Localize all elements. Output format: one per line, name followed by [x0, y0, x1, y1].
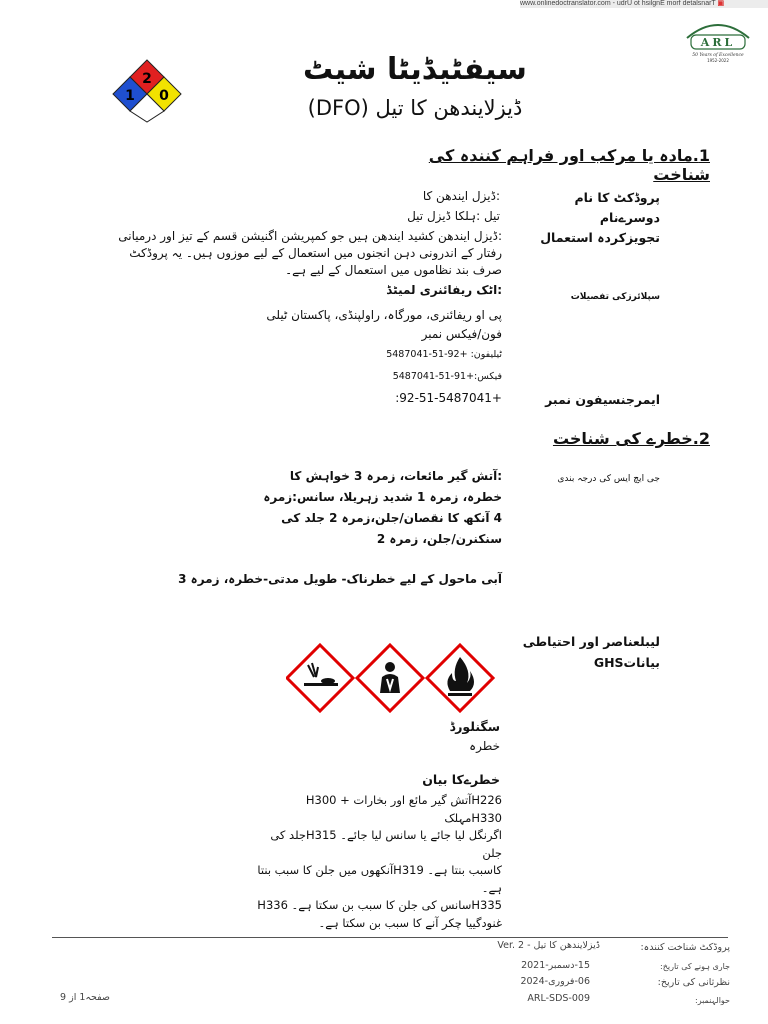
environment-hazard-icon	[287, 645, 353, 711]
footer-page-number: صفحہ1 از 9	[60, 992, 110, 1003]
signal-word-label: سگنلورڈ	[449, 719, 500, 734]
ghs-line: سنکنرن/جلن، زمرہ 2	[376, 532, 502, 546]
ghs-pictograms	[286, 643, 496, 713]
signal-word-value: خطرہ	[469, 739, 500, 753]
nfpa-health: 1	[125, 88, 135, 104]
aquatic-hazard: آبی ماحول کے لیے خطرناک- طویل مدتی-خطرہ، زمرہ 3	[178, 572, 502, 586]
translator-banner-text: www.onlinedoctranslator.com - udrU ot hsilgnE morf detalsnarT	[520, 0, 716, 7]
arl-logo-years: 1952-2022	[707, 58, 729, 63]
ghs-classification-label: جی ایچ ایس کی درجہ بندی	[557, 474, 660, 484]
section1-heading: 1.مادہ یا مرکب اور فراہم کنندہ کی شناخت	[428, 146, 710, 184]
hazard-line: H226آتش گیر مائع اور بخارات H300 + H330مہلک	[305, 793, 502, 825]
section2-heading: 2.خطرے کی شناخت	[552, 429, 710, 448]
arl-logo-name: ARL	[700, 36, 736, 49]
ghs-line: :آتش گیر مائعات، زمرہ 3 خواہش کا	[289, 469, 502, 483]
page-subtitle: ڈیزلایندھن کا تیل (DFO)	[307, 96, 523, 120]
nfpa-diamond	[110, 58, 184, 124]
hazard-statement-heading: خطرےکا بیان	[422, 772, 500, 787]
footer-issue-value: 15-دسمبر-2021	[521, 960, 590, 971]
nfpa-reactivity: 0	[159, 88, 169, 104]
ghs-classification-value	[260, 466, 502, 550]
footer-divider	[52, 937, 728, 938]
synonym-label: دوسرےنام	[599, 210, 660, 225]
supplier-address: پی او ریفائنری، مورگاہ، راولپنڈی، پاکستان ٹیلی	[266, 308, 502, 322]
synonym-value: تیل :ہلکا ڈیزل تیل	[407, 209, 500, 223]
ghs-line: 4 آنکھ کا نقصان/جلن،زمرہ 2 جلد کی	[281, 511, 502, 525]
label-elements-label-1: لیبلعناصر اور احتیاطی	[522, 634, 660, 649]
hazard-line: H335سانس کی جلن کا سبب بن سکتا ہے۔ H336	[257, 898, 502, 912]
supplier-name: :اٹک ریفائنری لمیٹڈ	[386, 283, 502, 297]
arl-logo	[683, 18, 753, 66]
supplier-details-label: سپلائرزکی تفصیلات	[570, 292, 660, 302]
footer-product-id-value: ڈیزلایندھن کا تیل - Ver. 2	[497, 940, 600, 951]
footer-revision-value: 06-فروری-2024	[520, 976, 590, 987]
footer-reference-value: ARL-SDS-009	[527, 993, 590, 1004]
arl-logo-tagline: 50 Years of Excellence	[692, 53, 744, 58]
product-name-value: :ڈیزل ایندھن کا	[422, 189, 500, 203]
footer-revision-label: نظرثانی کی تاریخ:	[657, 977, 730, 988]
page-title: سیفٹیڈیٹا شیٹ	[303, 52, 527, 87]
flame-icon	[427, 645, 493, 711]
recommended-use-value: :ڈیزل ایندھن کشید ایندھن ہیں جو کمپریشن اگنیشن قسم کے تیز اور درمیانی رفتار کے اندرونی دہن انجنوں میں استعمال کے لیے موزوں ہیں۔ یہ پروڈکٹ صرف بند نظاموں میں استعمال کے لیے ہے۔	[118, 229, 502, 277]
hazard-line: اگرنگل لیا جائے یا سانس لیا جائے۔ H315جلد کی جلن	[270, 828, 502, 860]
product-name-label: پروڈکٹ کا نام	[574, 190, 660, 205]
translator-banner	[520, 0, 768, 8]
supplier-fax-label: فون/فیکس نمبر	[421, 327, 502, 341]
hazard-line: کاسبب بنتا ہے۔ H319آنکھوں میں جلن کا سبب بنتا ہے۔	[257, 863, 502, 895]
footer-issue-label: جاری ہونے کی تاریخ:	[660, 962, 730, 971]
recommended-use-label: تجویزکردہ استعمال	[540, 230, 660, 245]
pdf-icon: ▣	[717, 0, 725, 7]
supplier-telephone: ٹیلیفون: +92-51-5487041	[386, 349, 502, 360]
hazard-line: غنودگییا چکر آنے کا سبب بن سکتا ہے۔	[318, 915, 502, 930]
label-elements-label-2: بیاناتGHS	[593, 655, 660, 670]
health-hazard-icon	[357, 645, 423, 711]
footer-reference-label: حوالہنمبر:	[695, 996, 730, 1005]
hazard-statements	[250, 792, 502, 932]
emergency-phone-label: ایمرجنسیفون نمبر	[545, 392, 660, 407]
footer-product-id-label: پروڈکٹ شناخت کنندہ:	[640, 942, 730, 953]
ghs-line: خطرہ، زمرہ 1 شدید زہریلا، سانس:زمرہ	[263, 490, 502, 504]
supplier-fax: فیکس:+91-51-5487041	[392, 371, 502, 382]
emergency-phone-value: :92-51-5487041+	[395, 391, 502, 405]
nfpa-flammability: 2	[142, 71, 152, 87]
